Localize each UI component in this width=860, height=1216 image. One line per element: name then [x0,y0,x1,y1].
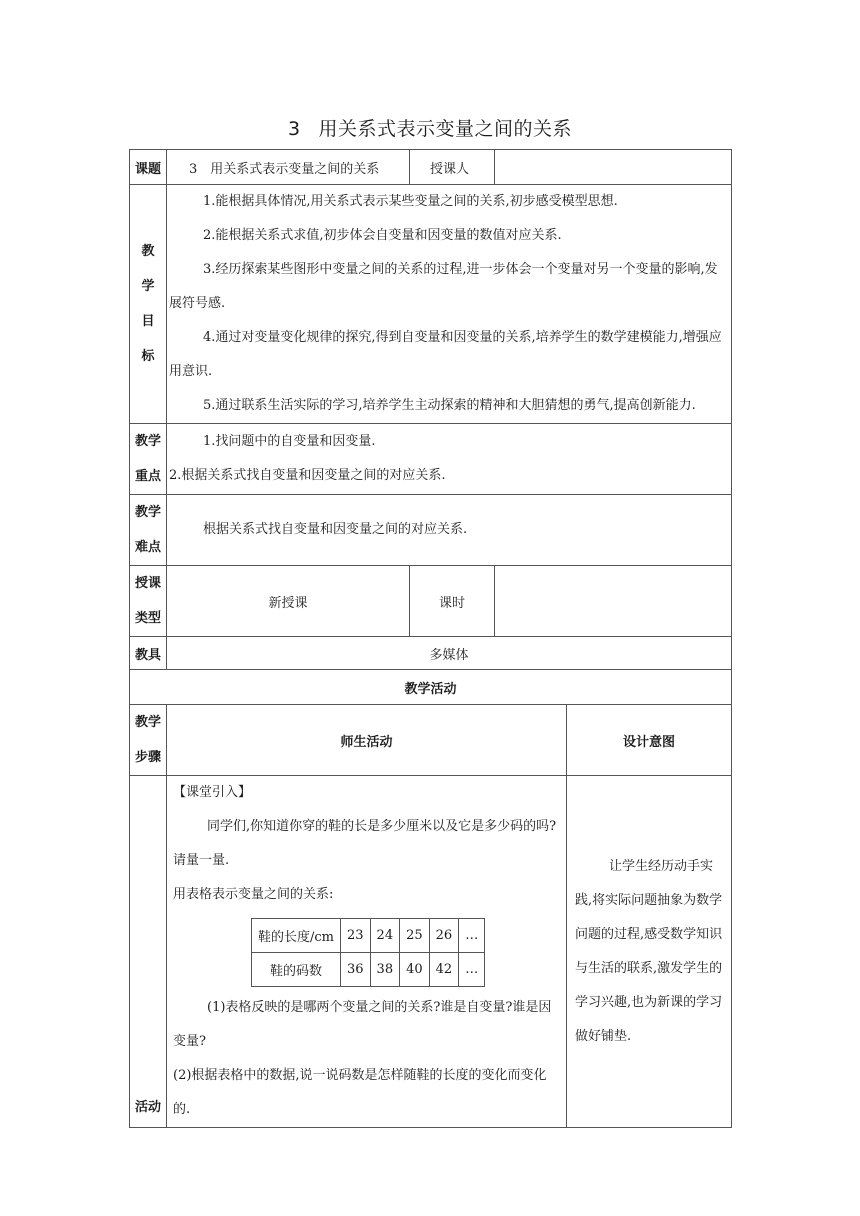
activity-row [130,776,732,1128]
difficulty-row [130,495,732,566]
title-text: 用关系式表示变量之间的关系 [318,118,573,140]
shoe-cell: 36 [341,953,371,987]
hours-label: 课时 [410,566,495,637]
design-intent-text: 让学生经历动手实践,将实际问题抽象为数学问题的过程,感受数学知识与生活的联系,激发学生的学习兴趣,也为新课的学习做好铺垫. [575,858,723,1044]
focus-item: 2.根据关系式找自变量和因变量之间的对应关系. [169,468,446,483]
goal-item: 5.通过联系生活实际的学习,培养学生主动探索的精神和大胆猜想的勇气,提高创新能力. [203,398,696,413]
shoe-cell: 鞋的长度/cm [252,919,341,953]
activities-heading-row [130,670,732,705]
tools-value: 多媒体 [167,637,732,670]
shoe-cell: 24 [370,919,400,953]
lesson-plan-table [129,149,732,1128]
topic-label: 课题 [130,150,167,185]
focus-content [167,424,732,495]
title-number: 3 [287,118,301,140]
shoe-table-row [252,953,485,987]
shoe-table [251,918,485,987]
tools-label: 教具 [130,637,167,670]
activities-header-row [130,705,732,776]
question-2: (2)根据表格中的数据,说一说码数是怎样随鞋的长度的变化而变化的. [173,1068,547,1117]
goal-item: 2.能根据关系式求值,初步体会自变量和因变量的数值对应关系. [203,228,562,243]
shoe-cell: 鞋的码数 [252,953,341,987]
shoe-cell: 23 [341,919,371,953]
shoe-cell: 26 [429,919,459,953]
difficulty-label: 教学 难点 [130,495,167,566]
intro-text: 同学们,你知道你穿的鞋的长是多少厘米以及它是多少码的吗?请量一量. [173,819,557,868]
design-intent-header: 设计意图 [567,705,732,776]
table-intro: 用表格表示变量之间的关系: [173,887,334,902]
difficulty-content [167,495,732,566]
lesson-type-row [130,566,732,637]
step-label: 教学 步骤 [130,705,167,776]
teacher-value [495,150,732,185]
focus-row [130,424,732,495]
teacher-student-header: 师生活动 [167,705,567,776]
shoe-cell: 38 [370,953,400,987]
goal-item: 4.通过对变量变化规律的探究,得到自变量和因变量的关系,培养学生的数学建模能力,增强应用意识. [169,330,722,379]
shoe-cell: … [459,953,485,987]
topic-value: 3 用关系式表示变量之间的关系 [167,150,410,185]
shoe-cell: … [459,919,485,953]
intro-title: 【课堂引入】 [173,785,252,800]
shoe-table-row [252,919,485,953]
shoe-cell: 25 [400,919,430,953]
activity-content [167,776,567,1128]
focus-label: 教学 重点 [130,424,167,495]
goal-item: 1.能根据具体情况,用关系式表示某些变量之间的关系,初步感受模型思想. [203,194,618,209]
shoe-cell: 42 [429,953,459,987]
question-1: (1)表格反映的是哪两个变量之间的关系?谁是自变量?谁是因变量? [173,1000,552,1049]
hours-value [495,566,732,637]
lesson-type-value: 新授课 [167,566,410,637]
page-title [0,114,860,141]
focus-item: 1.找问题中的自变量和因变量. [203,434,376,449]
lesson-type-label: 授课 类型 [130,566,167,637]
goal-item: 3.经历探索某些图形中变量之间的关系的过程,进一步体会一个变量对另一个变量的影响,发展符号感. [169,262,718,311]
goals-content [167,185,732,424]
shoe-cell: 40 [400,953,430,987]
activity-step-label: 活动 [130,776,167,1128]
tools-row [130,637,732,670]
teacher-label: 授课人 [410,150,495,185]
goals-row [130,185,732,424]
design-intent-content [567,776,732,1128]
goals-label: 教 学 目 标 [130,185,167,424]
topic-row [130,150,732,185]
difficulty-text: 根据关系式找自变量和因变量之间的对应关系. [203,522,468,537]
activities-heading: 教学活动 [130,670,732,705]
